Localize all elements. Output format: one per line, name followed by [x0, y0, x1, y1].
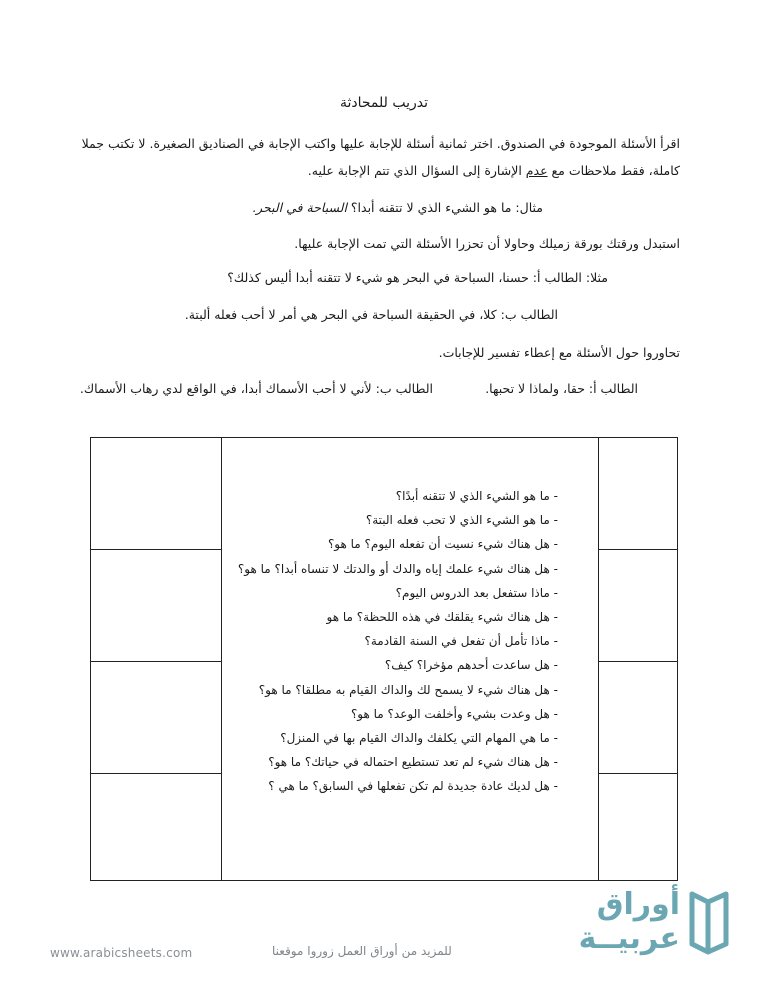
discuss-instruction: تحاوروا حول الأسئلة مع إعطاء تفسير للإجابات.	[438, 345, 680, 360]
question-item: - هل هناك شيء نسيت أن تفعله اليوم؟ ما هو؟	[327, 537, 558, 552]
dialog-student-a: مثلا: الطالب أ: حسنا، السباحة في البحر هو شيء لا تتقنه أبدا أليس كذلك؟	[227, 270, 608, 285]
underlined-word: عدم	[525, 163, 548, 178]
answer-box[interactable]	[91, 438, 221, 550]
question-item: - ما هي المهام التي يكلفك والداك القيام بها في المنزل؟	[280, 731, 558, 746]
questions-list	[222, 484, 598, 799]
question-item: - ما هو الشيء الذي لا تحب فعله البتة؟	[365, 513, 558, 528]
question-item: - ماذا تأمل أن تفعل في السنة القادمة؟	[364, 634, 558, 649]
logo-line-2: عربيــة	[578, 921, 680, 956]
question-item: - هل هناك شيء لم تعد تستطيع احتماله في حياتك؟ ما هو؟	[268, 755, 558, 770]
answer-box[interactable]	[91, 662, 221, 774]
example-line: مثال: ما هو الشيء الذي لا تتقنه أبدا؟ السباحة في البحر.	[252, 200, 543, 215]
question-item: - هل هناك شيء علمك إياه والدك أو والدتك لا تنساه أبدا؟ ما هو؟	[237, 561, 558, 576]
example-answer: السباحة في البحر.	[252, 200, 347, 215]
question-item: - هل ساعدت أحدهم مؤخرا؟ كيف؟	[384, 658, 558, 673]
question-item: - هل لديك عادة جديدة لم تكن تفعلها في السابق؟ ما هي ؟	[268, 779, 558, 794]
swap-instruction: استبدل ورقتك بورقة زميلك وحاولا أن تحزرا الأسئلة التي تمت الإجابة عليها.	[294, 236, 680, 251]
dialog-student-b: الطالب ب: كلا، في الحقيقة السباحة في البحر هي أمر لا أحب فعله ألبتة.	[184, 307, 558, 322]
question-item: - هل وعدت بشيء وأخلفت الوعد؟ ما هو؟	[350, 706, 558, 721]
answer-box[interactable]	[599, 438, 677, 550]
question-item: - هل هناك شيء لا يسمح لك والداك القيام به مطلقا؟ ما هو؟	[258, 682, 558, 697]
answer-box[interactable]	[91, 774, 221, 879]
intro-paragraph	[80, 130, 680, 184]
footer-website-link[interactable]: www.arabicsheets.com	[50, 946, 193, 960]
intro-line-1: اقرأ الأسئلة الموجودة في الصندوق. اختر ثمانية أسئلة للإجابة عليها واكتب الإجابة في الصناديق الصغيرة. لا تكتب جملا	[81, 136, 680, 151]
book-icon	[688, 888, 730, 956]
question-item: - هل هناك شيء يقلقك في هذه اللحظة؟ ما هو	[326, 610, 558, 625]
answer-box[interactable]	[599, 662, 677, 774]
answer-box[interactable]	[599, 774, 677, 879]
page-title: تدريب للمحادثة	[339, 95, 429, 111]
intro-line-2: كاملة، فقط ملاحظات مع عدم الإشارة إلى السؤال الذي تتم الإجابة عليه.	[307, 163, 680, 178]
example2-student-b: الطالب ب: لأني لا أحب الأسماك أبدا، في الواقع لدي رهاب الأسماك.	[79, 381, 433, 396]
footer-visit-text: للمزيد من أوراق العمل زوروا موقعنا	[272, 944, 452, 958]
right-answer-column	[598, 438, 677, 880]
logo-line-1: أوراق	[596, 887, 680, 922]
question-item: - ماذا ستفعل بعد الدروس اليوم؟	[395, 585, 558, 600]
example2-student-a: الطالب أ: حقا، ولماذا لا تحبها.	[485, 381, 638, 396]
left-answer-column	[91, 438, 222, 880]
answer-box[interactable]	[91, 550, 221, 662]
question-item: - ما هو الشيء الذي لا تتقنه أبدًا؟	[395, 489, 558, 503]
answers-grid	[90, 437, 678, 881]
answer-box[interactable]	[599, 550, 677, 662]
site-logo	[580, 880, 730, 960]
